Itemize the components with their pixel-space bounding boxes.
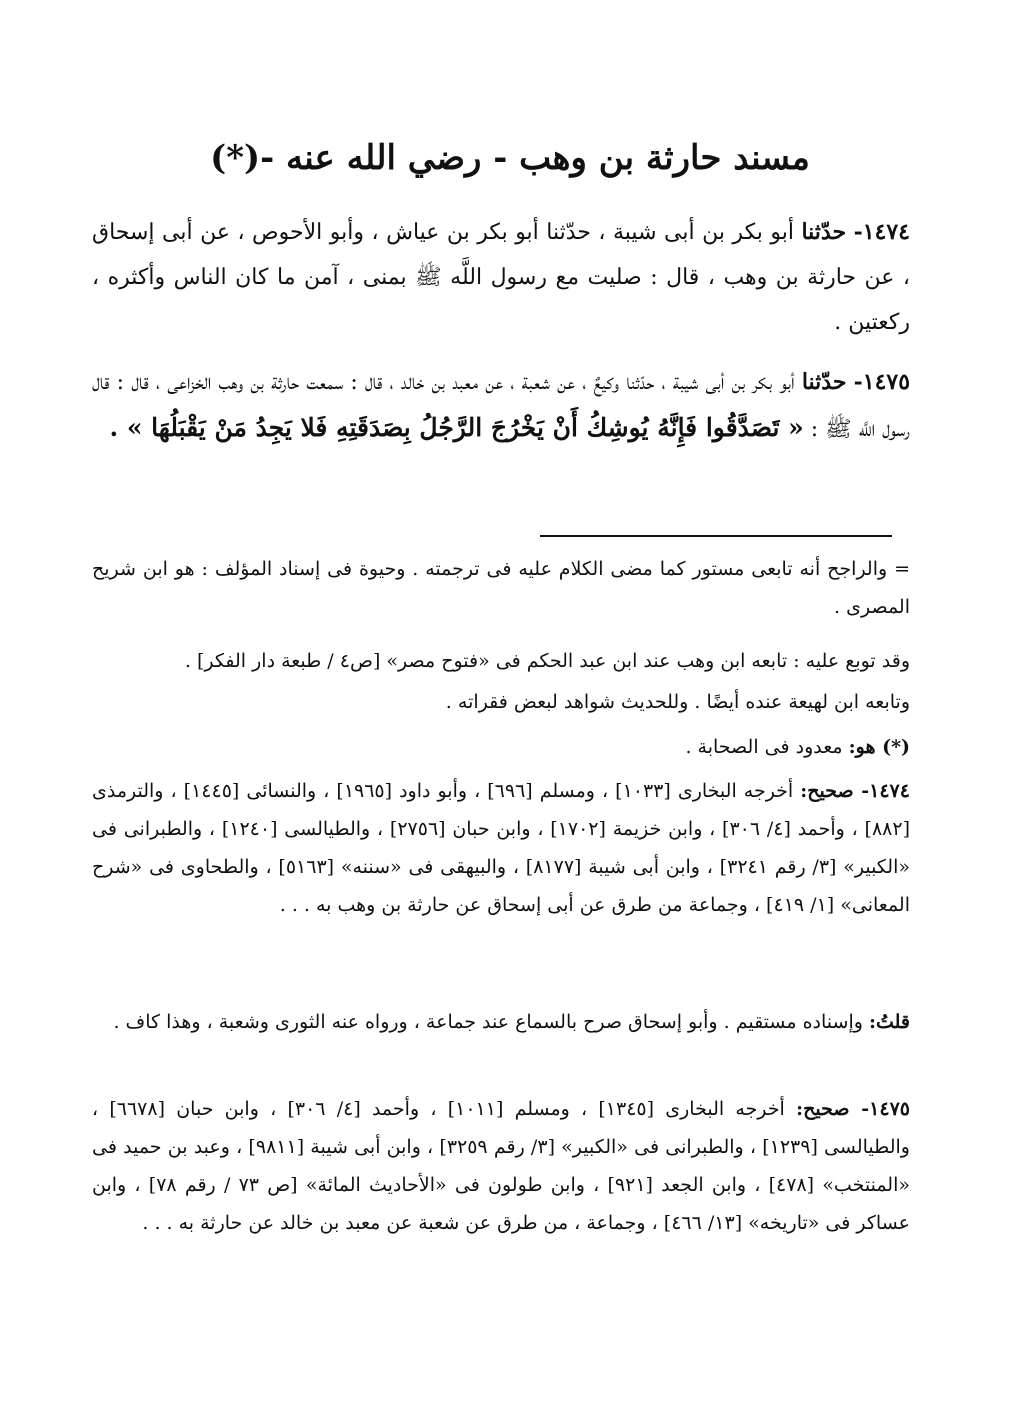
footnote-follow-1: وقد توبع عليه : تابعه ابن وهب عند ابن عبد الحكم فى «فتوح مصر» [ص٤ / طبعة دار الفكر] . <box>184 650 910 672</box>
hadith-text: أبو بكر بن أبى شيبة ، حدّثنا أبو بكر بن عياش ، وأبو الأحوص ، عن أبى إسحاق ، عن حارثة بن وهب ، قال : صليت مع رسول اللَّه ﷺ بمنى ، آمن ما كان الناس وأكثره ، ركعتين . <box>92 220 910 335</box>
footnote-1475-label: ١٤٧٥- صحيح: <box>796 1098 910 1120</box>
hadith-number: ١٤٧٥- <box>853 369 911 395</box>
footnote-qult-text: وإسناده مستقيم . وأبو إسحاق صرح بالسماع عند جماعة ، ورواه عنه الثورى وشعبة ، وهذا كاف . <box>113 1011 863 1033</box>
footnote-star-text: معدود فى الصحابة . <box>685 736 843 758</box>
footnote-star-label: (*) هو: <box>848 736 910 758</box>
footnote-1475 <box>92 1090 910 1242</box>
footnote-1475-text: أخرجه البخارى [١٣٤٥] ، ومسلم [١٠١١] ، وأحمد [٤/ ٣٠٦] ، وابن حبان [٦٦٧٨] ، والطيالسى [١٢٣٩] ، والطبرانى فى «الكبير» [٣/ رقم ٣٢٥٩] ، وابن أبى شيبة [٩٨١١] ، وعبد بن حميد فى «المنتخب» [٤٧٨] ، وابن الجعد [٩٢١] ، وابن طولون فى «الأحاديث المائة» [ص ٧٣ / رقم ٧٨] ، وابن عساكر فى «تاريخه» [١٣/ ٤٦٦] ، وجماعة ، من طرق عن شعبة عن معبد بن خالد عن حارثة به . . . <box>92 1098 910 1234</box>
footnote-qult-label: قلتُ: <box>868 1011 910 1033</box>
footnote-follow-2: وتابعه ابن لهيعة عنده أيضًا . وللحديث شواهد لبعض فقراته . <box>445 691 910 713</box>
footnote-1474-text: أخرجه البخارى [١٠٣٣] ، ومسلم [٦٩٦] ، وأبو داود [١٩٦٥] ، والنسائى [١٤٤٥] ، والترمذى [٨٨٢] ، وأحمد [٤/ ٣٠٦] ، وابن خزيمة [١٧٠٢] ، وابن حبان [٢٧٥٦] ، والطيالسى [١٢٤٠] ، والطبرانى فى «الكبير» [٣/ رقم ٣٢٤١] ، وابن أبى شيبة [٨١٧٧] ، والبيهقى فى «سننه» [٥١٦٣] ، والطحاوى فى «شرح المعانى» [١/ ٤١٩] ، وجماعة من طرق عن أبى إسحاق عن حارثة بن وهب به . . . <box>92 780 910 916</box>
footnote-qult <box>92 1003 932 1041</box>
hadith-quote: « تَصَدَّقُوا فَإِنَّهُ يُوشِكُ أَنْ يَخْرُجَ الرَّجُلُ بِصَدَقَتِهِ فَلا يَجِدُ مَنْ يَقْبَلُهَا » . <box>109 413 804 442</box>
hadith-number: ١٤٧٤- <box>853 219 910 245</box>
footnote-star <box>92 728 910 766</box>
footnote-1474-label: ١٤٧٤- صحيح: <box>800 780 910 802</box>
hadith-lead: حدّثنا <box>801 219 847 245</box>
hadith-lead: حدّثنا <box>801 369 847 395</box>
footnote-divider <box>540 535 892 537</box>
hadith-text: أبو بكر بن أبى شيبة ، حدّثنا وكيعٌ ، عن شعبة ، عن معبد بن خالد ، قال : سمعت حارثة بن وهب الخزاعى ، قال : قال رسول اللَّه ﷺ : <box>92 370 910 442</box>
hadith-1475 <box>92 360 910 452</box>
section-title: مسند حارثة بن وهب - رضي الله عنه -(*) <box>210 138 810 178</box>
footnote-1474 <box>92 772 910 924</box>
footnote-continuation: = والراجح أنه تابعى مستور كما مضى الكلام عليه فى ترجمته . وحيوة فى إسناد المؤلف : هو ابن شريح المصرى . <box>92 558 910 618</box>
hadith-1474 <box>92 210 910 345</box>
